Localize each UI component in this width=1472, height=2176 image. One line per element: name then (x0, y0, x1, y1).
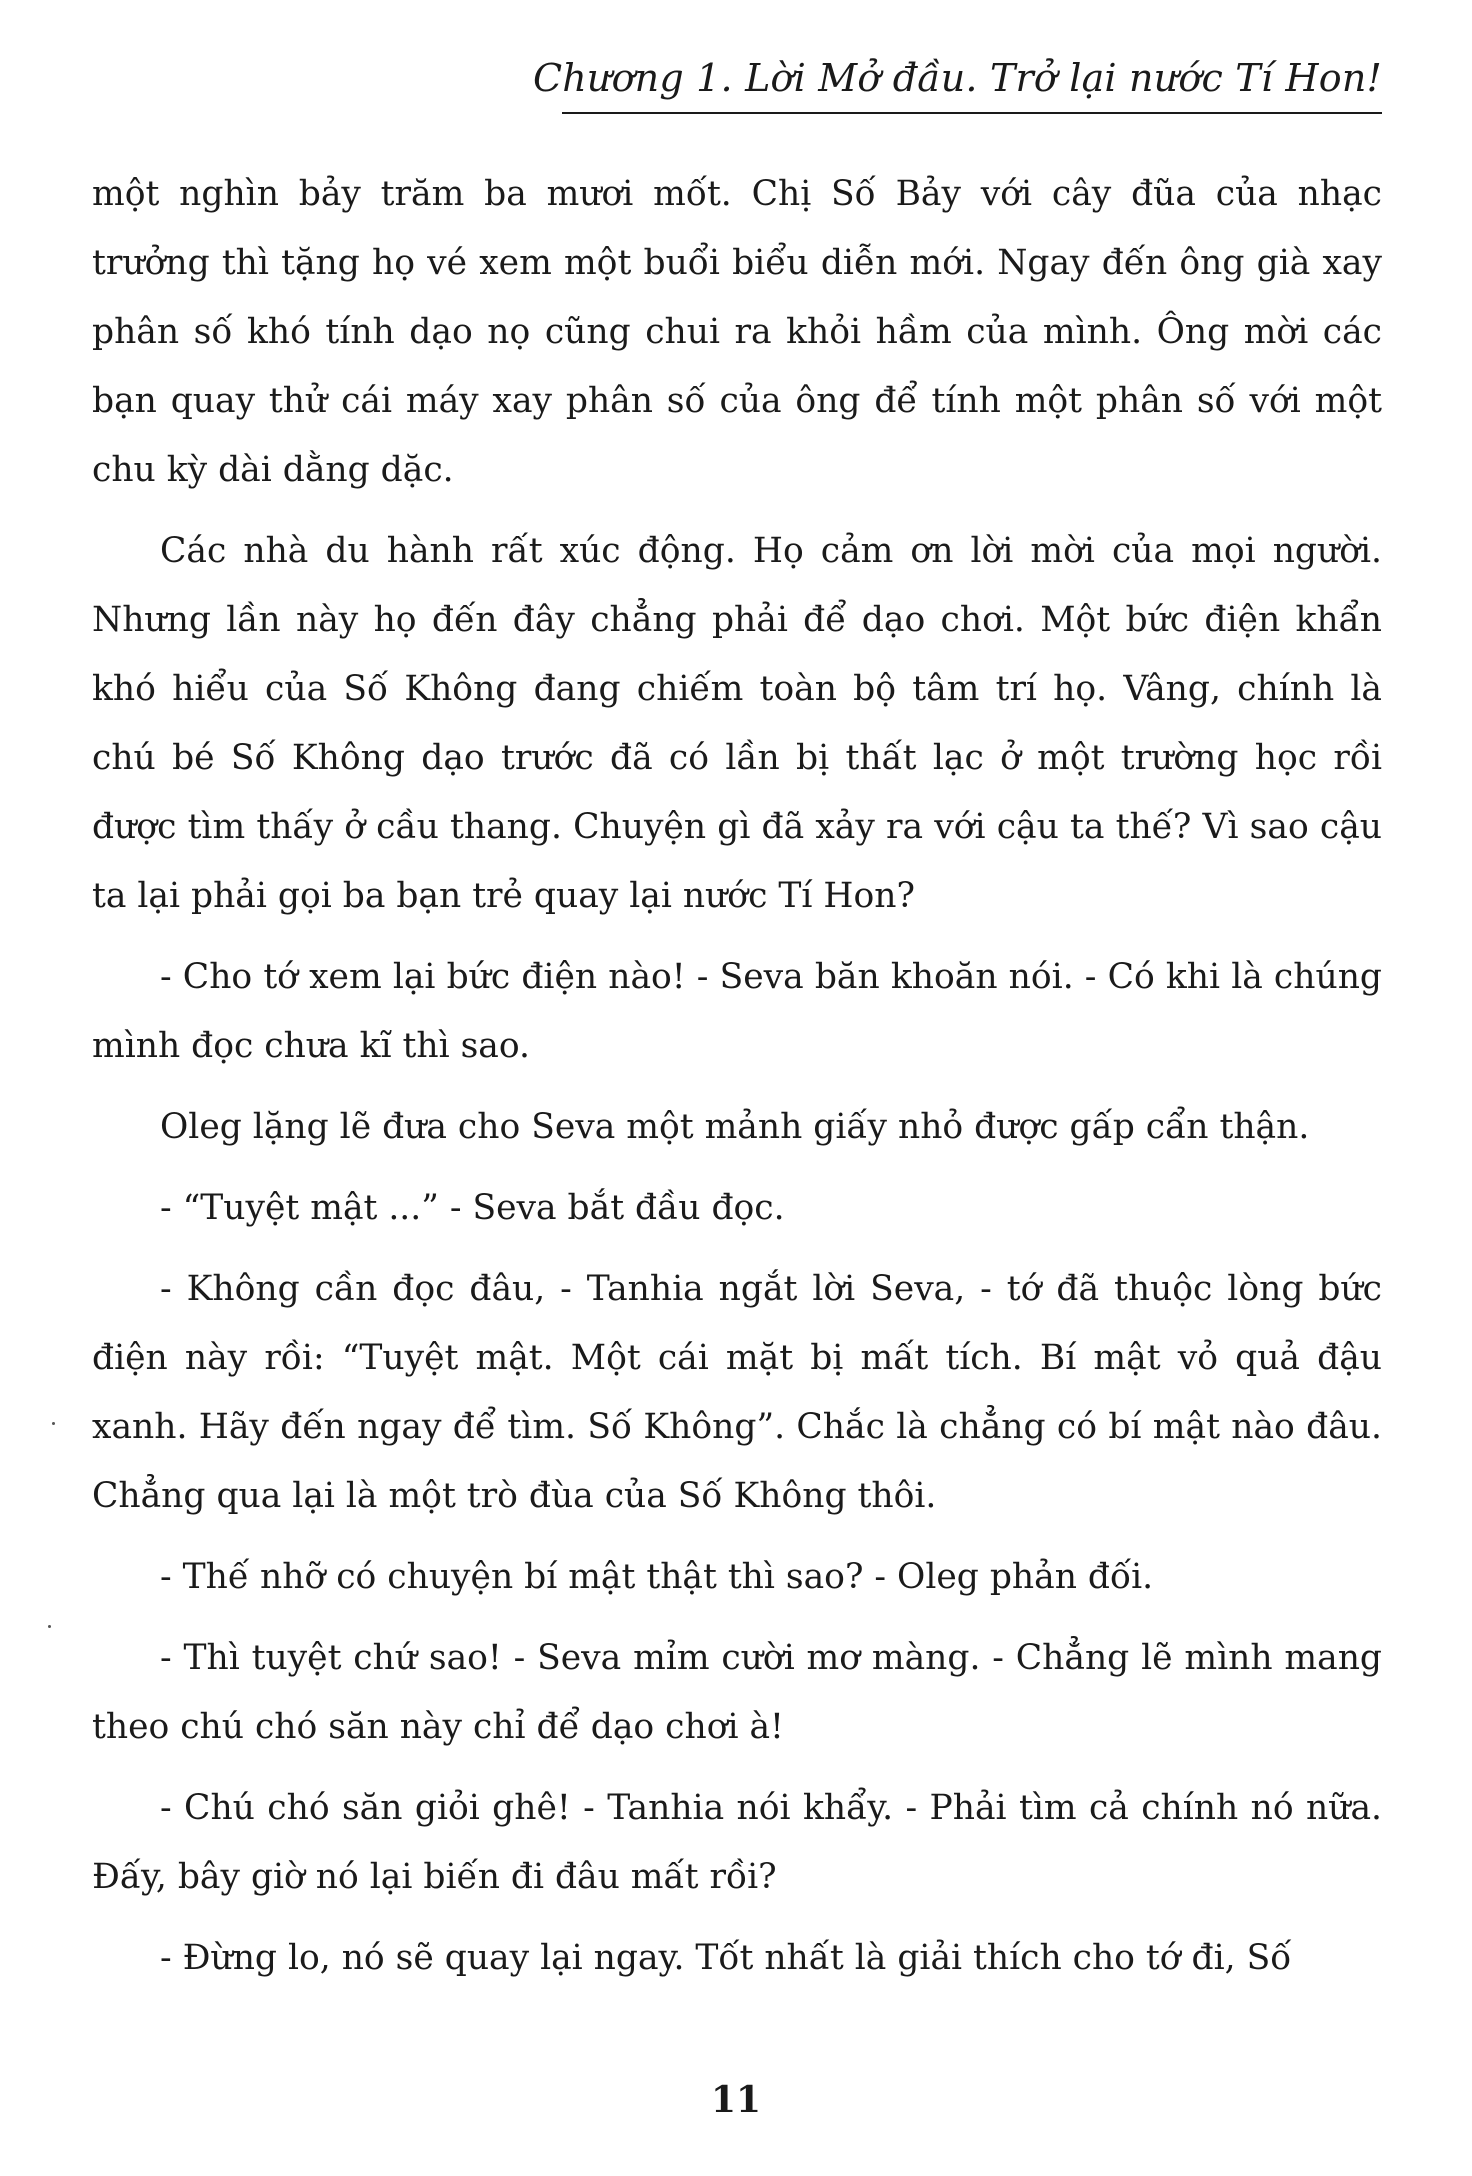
paragraph-5: - “Tuyệt mật ...” - Seva bắt đầu đọc. (160, 1188, 785, 1228)
scan-speck (52, 1422, 55, 1425)
paragraph-1: một nghìn bảy trăm ba mươi mốt. Chị Số Bảy với cây đũa của nhạc trưởng thì tặng họ vé xem một buổi biểu diễn mới. Ngay đến ông già xay phân số khó tính dạo nọ cũng chui ra khỏi hầm của mình. Ông mời các bạn quay thử cái máy xay phân số của ông để tính một phân số với một chu kỳ dài dằng dặc. (92, 174, 1382, 490)
paragraph-3: - Cho tớ xem lại bức điện nào! - Seva băn khoăn nói. - Có khi là chúng mình đọc chưa kĩ thì sao. (92, 957, 1382, 1066)
paragraph-4: Oleg lặng lẽ đưa cho Seva một mảnh giấy nhỏ được gấp cẩn thận. (160, 1107, 1310, 1147)
running-header: Chương 1. Lời Mở đầu. Trở lại nước Tí Hon! (532, 56, 1382, 100)
header-rule (562, 112, 1382, 114)
paragraph-9: - Chú chó săn giỏi ghê! - Tanhia nói khẩy. - Phải tìm cả chính nó nữa. Đấy, bây giờ nó lại biến đi đâu mất rồi? (92, 1788, 1382, 1897)
body-text (92, 160, 1382, 2005)
paragraph-6: - Không cần đọc đâu, - Tanhia ngắt lời Seva, - tớ đã thuộc lòng bức điện này rồi: “Tuyệt mật. Một cái mặt bị mất tích. Bí mật vỏ quả đậu xanh. Hãy đến ngay để tìm. Số Không”. Chắc là chẳng có bí mật nào đâu. Chẳng qua lại là một trò đùa của Số Không thôi. (92, 1269, 1382, 1516)
scan-speck (48, 1625, 51, 1628)
paragraph-8: - Thì tuyệt chứ sao! - Seva mỉm cười mơ màng. - Chẳng lẽ mình mang theo chú chó săn này chỉ để dạo chơi à! (92, 1638, 1382, 1747)
paragraph-2: Các nhà du hành rất xúc động. Họ cảm ơn lời mời của mọi người. Nhưng lần này họ đến đây chẳng phải để dạo chơi. Một bức điện khẩn khó hiểu của Số Không đang chiếm toàn bộ tâm trí họ. Vâng, chính là chú bé Số Không dạo trước đã có lần bị thất lạc ở một trường học rồi được tìm thấy ở cầu thang. Chuyện gì đã xảy ra với cậu ta thế? Vì sao cậu ta lại phải gọi ba bạn trẻ quay lại nước Tí Hon? (92, 531, 1382, 916)
paragraph-7: - Thế nhỡ có chuyện bí mật thật thì sao? - Oleg phản đối. (160, 1557, 1154, 1597)
paragraph-10: - Đừng lo, nó sẽ quay lại ngay. Tốt nhất là giải thích cho tớ đi, Số (160, 1938, 1292, 1978)
page-number: 11 (710, 2079, 762, 2121)
